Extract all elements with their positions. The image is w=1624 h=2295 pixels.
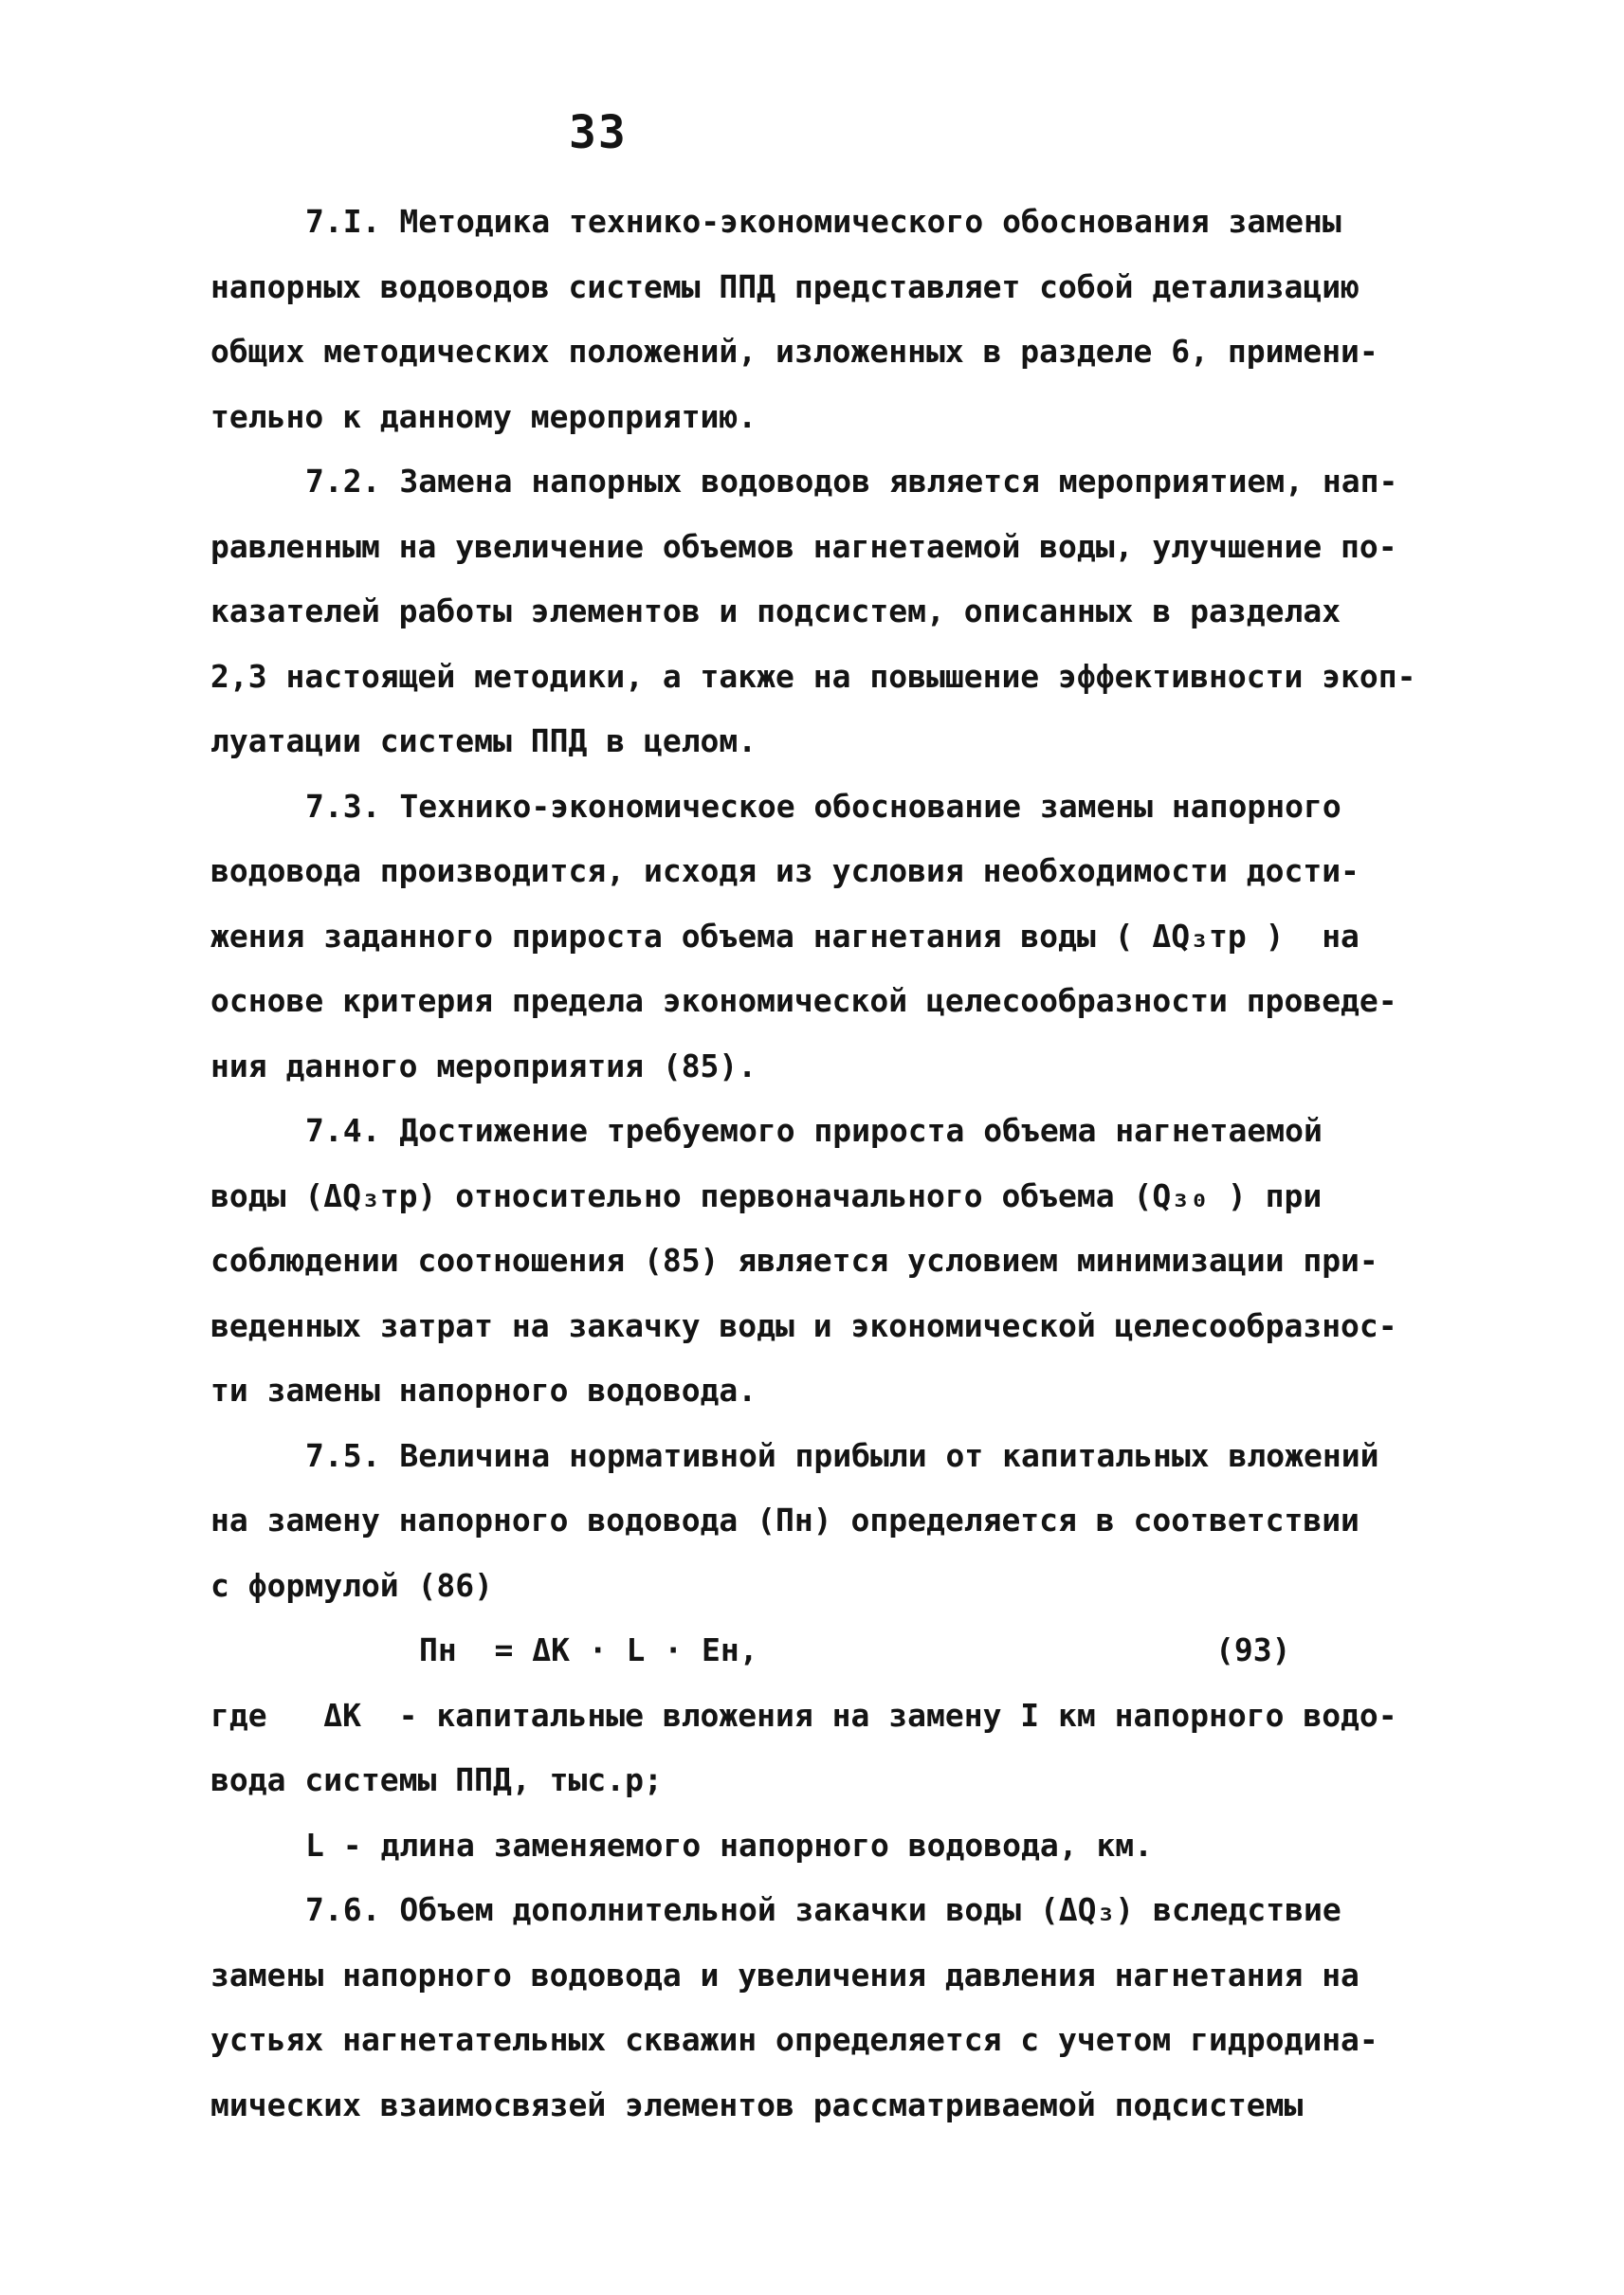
paragraph-line: с формулой (86) bbox=[210, 1566, 494, 1604]
paragraph-line: воды (ΔQ₃тр) относительно первоначального объема (Q₃₀ ) при bbox=[210, 1176, 1323, 1214]
paragraph-line: 2,3 настоящей методики, а также на повышение эффективности экоп- bbox=[210, 657, 1416, 695]
page-number: 33 bbox=[569, 106, 628, 159]
paragraph-line: общих методических положений, изложенных в разделе 6, примени- bbox=[210, 333, 1378, 370]
paragraph-line: луатации системы ППД в целом. bbox=[210, 722, 757, 759]
paragraph-line: жения заданного прироста объема нагнетания воды ( ΔQ₃тр ) на bbox=[210, 917, 1359, 955]
paragraph-line: водовода производится, исходя из условия необходимости дости- bbox=[210, 852, 1359, 889]
paragraph-line: 7.6. Объем дополнительной закачки воды (ΔQ₃) вследствие bbox=[305, 1891, 1341, 1928]
paragraph-line: 7.2. Замена напорных водоводов является мероприятием, нап- bbox=[305, 463, 1398, 500]
paragraph-line: 7.3. Технико-экономическое обоснование замены напорного bbox=[305, 787, 1341, 825]
paragraph-line: 7.4. Достижение требуемого прироста объема нагнетаемой bbox=[305, 1112, 1323, 1149]
formula-row bbox=[210, 1618, 1452, 1684]
paragraph-line: замены напорного водовода и увеличения давления нагнетания на bbox=[210, 1956, 1359, 1994]
paragraph-line: напорных водоводов системы ППД представляет собой детализацию bbox=[210, 267, 1359, 305]
paragraph-line: 7.5. Величина нормативной прибыли от капитальных вложений bbox=[305, 1436, 1379, 1474]
paragraph-line: веденных затрат на закачку воды и экономической целесообразнос- bbox=[210, 1306, 1397, 1344]
paragraph-line: равленным на увеличение объемов нагнетаемой воды, улучшение по- bbox=[210, 527, 1397, 565]
paragraph-line: ния данного мероприятия (85). bbox=[210, 1047, 757, 1084]
definition-line: L - длина заменяемого напорного водовода, км. bbox=[305, 1826, 1154, 1864]
paragraph-line: мических взаимосвязей элементов рассматриваемой подсистемы bbox=[210, 2086, 1304, 2123]
definition-line: где ΔK - капитальные вложения на замену I км напорного водо- bbox=[210, 1696, 1397, 1734]
paragraph-line: соблюдении соотношения (85) является условием минимизации при- bbox=[210, 1242, 1378, 1279]
definition-line: вода системы ППД, тыс.р; bbox=[210, 1761, 663, 1798]
paragraph-line: устьях нагнетательных скважин определяется с учетом гидродина- bbox=[210, 2021, 1378, 2058]
document-body bbox=[210, 190, 1452, 2138]
formula: Пн = ΔK · L · Eн, bbox=[419, 1631, 758, 1668]
equation-number: (93) bbox=[1215, 1631, 1291, 1668]
paragraph-line: на замену напорного водовода (Пн) определяется в соответствии bbox=[210, 1502, 1359, 1539]
paragraph-line: 7.I. Методика технико-экономического обоснования замены bbox=[305, 203, 1341, 240]
paragraph-line: казателей работы элементов и подсистем, описанных в разделах bbox=[210, 592, 1341, 629]
paragraph-line: основе критерия предела экономической целесообразности проведе- bbox=[210, 982, 1397, 1019]
paragraph-line: ти замены напорного водовода. bbox=[210, 1372, 757, 1409]
paragraph-line: тельно к данному мероприятию. bbox=[210, 397, 757, 435]
